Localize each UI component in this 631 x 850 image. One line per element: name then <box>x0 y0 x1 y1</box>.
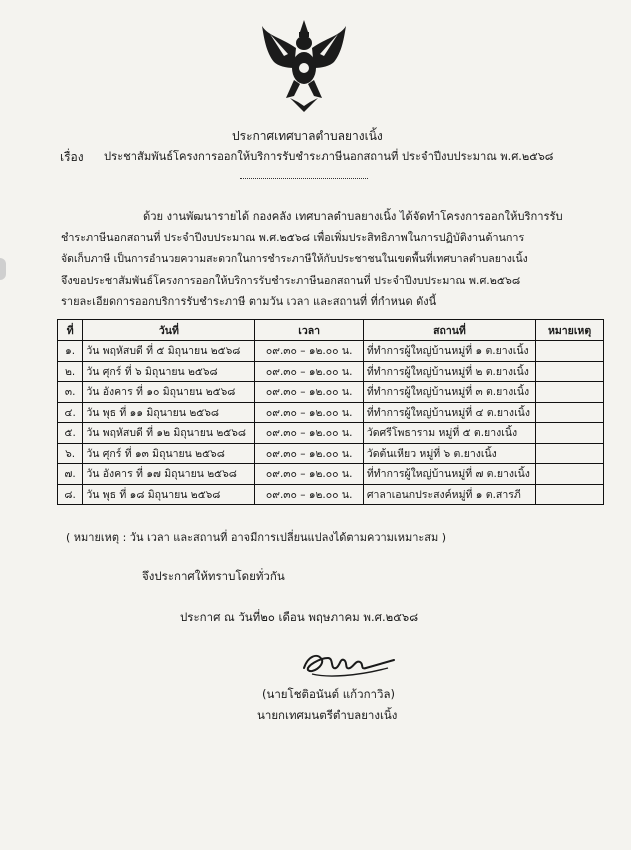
signer-name: (นายโชติอนันต์ แก้วกาวิล) <box>262 687 395 701</box>
table-row <box>58 402 604 423</box>
body-line-1: ด้วย งานพัฒนารายได้ กองคลัง เทศบาลตำบลยางเนิ้ง ได้จัดทำโครงการออกให้บริการรับ <box>143 210 563 223</box>
cell-place: วัดต้นเหียว หมู่ที่ ๖ ต.ยางเนิ้ง <box>363 443 535 464</box>
schedule-table <box>57 319 604 505</box>
table-row <box>58 484 604 505</box>
cell-time: ๐๙.๓๐ – ๑๒.๐๐ น. <box>255 484 363 505</box>
closing-text: จึงประกาศให้ทราบโดยทั่วกัน <box>142 569 285 583</box>
signature-image <box>298 646 398 682</box>
remark-text: ( หมายเหตุ : วัน เวลา และสถานที่ อาจมีการเปลี่ยนแปลงได้ตามความเหมาะสม ) <box>66 531 447 544</box>
cell-note <box>536 464 604 485</box>
body-line-3: จัดเก็บภาษี เป็นการอำนวยความสะดวกในการชำระภาษีให้กับประชาชนในเขตพื้นที่เทศบาลตำบลยางเนิ้ง <box>61 253 528 265</box>
cell-time: ๐๙.๓๐ – ๑๒.๐๐ น. <box>255 402 363 423</box>
subject-text: ประชาสัมพันธ์โครงการออกให้บริการรับชำระภาษีนอกสถานที่ ประจำปีงบประมาณ พ.ศ.๒๕๖๘ <box>104 150 554 163</box>
table-row <box>58 361 604 382</box>
cell-day: วัน ศุกร์ ที่ ๑๓ มิถุนายน ๒๕๖๘ <box>83 443 255 464</box>
cell-no: ๘. <box>58 484 83 505</box>
cell-place: ที่ทำการผู้ใหญ่บ้านหมู่ที่ ๓ ต.ยางเนิ้ง <box>363 382 535 403</box>
cell-no: ๒. <box>58 361 83 382</box>
header-no: ที่ <box>58 320 83 341</box>
cell-time: ๐๙.๓๐ – ๑๒.๐๐ น. <box>255 443 363 464</box>
cell-day: วัน พุธ ที่ ๑๘ มิถุนายน ๒๕๖๘ <box>83 484 255 505</box>
cell-day: วัน อังคาร ที่ ๑๐ มิถุนายน ๒๕๖๘ <box>83 382 255 403</box>
hole-punch <box>0 258 6 280</box>
cell-place: ที่ทำการผู้ใหญ่บ้านหมู่ที่ ๒ ต.ยางเนิ้ง <box>363 361 535 382</box>
cell-no: ๕. <box>58 423 83 444</box>
table-row <box>58 443 604 464</box>
cell-place: ศาลาเอนกประสงค์หมู่ที่ ๑ ต.สารภี <box>363 484 535 505</box>
cell-day: วัน พุธ ที่ ๑๑ มิถุนายน ๒๕๖๘ <box>83 402 255 423</box>
header-place: สถานที่ <box>363 320 535 341</box>
cell-note <box>536 484 604 505</box>
subject-label: เรื่อง <box>60 150 84 164</box>
cell-note <box>536 423 604 444</box>
cell-time: ๐๙.๓๐ – ๑๒.๐๐ น. <box>255 423 363 444</box>
cell-note <box>536 341 604 362</box>
table-row <box>58 382 604 403</box>
table-row <box>58 423 604 444</box>
body-line-2: ชำระภาษีนอกสถานที่ ประจำปีงบประมาณ พ.ศ.๒๕๖๘ เพื่อเพิ่มประสิทธิภาพในการปฏิบัติงานด้านการ <box>61 231 525 244</box>
garuda-emblem-icon <box>258 18 350 114</box>
cell-no: ๖. <box>58 443 83 464</box>
table-row <box>58 341 604 362</box>
cell-place: ที่ทำการผู้ใหญ่บ้านหมู่ที่ ๔ ต.ยางเนิ้ง <box>363 402 535 423</box>
cell-note <box>536 382 604 403</box>
body-line-4: จึงขอประชาสัมพันธ์โครงการออกให้บริการรับชำระภาษีนอกสถานที่ ประจำปีงบประมาณ พ.ศ.๒๕๖๘ <box>61 274 521 287</box>
cell-time: ๐๙.๓๐ – ๑๒.๐๐ น. <box>255 464 363 485</box>
header-time: เวลา <box>255 320 363 341</box>
header-note: หมายเหตุ <box>536 320 604 341</box>
announcement-title: ประกาศเทศบาลตำบลยางเนิ้ง <box>232 129 383 143</box>
header-date: วันที่ <box>83 320 255 341</box>
cell-note <box>536 361 604 382</box>
cell-time: ๐๙.๓๐ – ๑๒.๐๐ น. <box>255 341 363 362</box>
cell-time: ๐๙.๓๐ – ๑๒.๐๐ น. <box>255 361 363 382</box>
cell-day: วัน พฤหัสบดี ที่ ๕ มิถุนายน ๒๕๖๘ <box>83 341 255 362</box>
cell-no: ๓. <box>58 382 83 403</box>
cell-day: วัน อังคาร ที่ ๑๗ มิถุนายน ๒๕๖๘ <box>83 464 255 485</box>
table-row <box>58 464 604 485</box>
cell-day: วัน ศุกร์ ที่ ๖ มิถุนายน ๒๕๖๘ <box>83 361 255 382</box>
cell-day: วัน พฤหัสบดี ที่ ๑๒ มิถุนายน ๒๕๖๘ <box>83 423 255 444</box>
divider-dotted-line <box>240 178 368 179</box>
cell-no: ๔. <box>58 402 83 423</box>
cell-place: วัดศรีโพธาราม หมู่ที่ ๕ ต.ยางเนิ้ง <box>363 423 535 444</box>
cell-time: ๐๙.๓๐ – ๑๒.๐๐ น. <box>255 382 363 403</box>
body-line-5: รายละเอียดการออกบริการรับชำระภาษี ตามวัน เวลา และสถานที่ ที่กำหนด ดังนี้ <box>61 295 437 308</box>
signer-position: นายกเทศมนตรีตำบลยางเนิ้ง <box>257 708 398 722</box>
cell-note <box>536 443 604 464</box>
cell-no: ๗. <box>58 464 83 485</box>
cell-note <box>536 402 604 423</box>
cell-no: ๑. <box>58 341 83 362</box>
table-header-row <box>58 320 604 341</box>
cell-place: ที่ทำการผู้ใหญ่บ้านหมู่ที่ ๗ ต.ยางเนิ้ง <box>363 464 535 485</box>
date-line: ประกาศ ณ วันที่๒๐ เดือน พฤษภาคม พ.ศ.๒๕๖๘ <box>180 610 419 624</box>
cell-place: ที่ทำการผู้ใหญ่บ้านหมู่ที่ ๑ ต.ยางเนิ้ง <box>363 341 535 362</box>
